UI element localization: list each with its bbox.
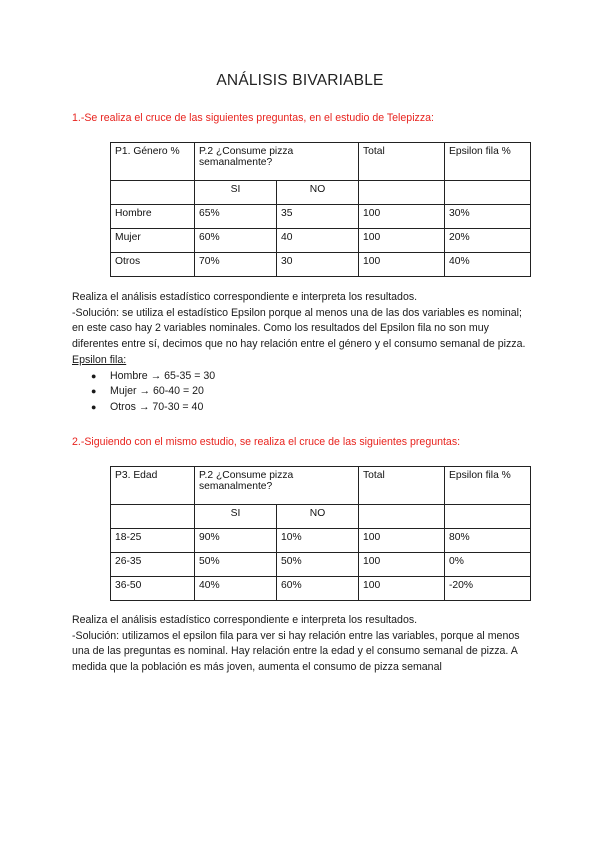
empty-cell — [359, 181, 445, 205]
empty-cell — [359, 505, 445, 529]
table-row — [111, 577, 531, 601]
row-label: Mujer — [111, 229, 195, 253]
cell-si: 90% — [195, 529, 277, 553]
cell-no: 40 — [277, 229, 359, 253]
cell-si: 70% — [195, 253, 277, 277]
cell-no: 10% — [277, 529, 359, 553]
empty-cell — [445, 505, 531, 529]
header-no: NO — [277, 505, 359, 529]
cell-no: 35 — [277, 205, 359, 229]
question-1-heading: 1.-Se realiza el cruce de las siguientes preguntas, en el estudio de Telepizza: — [72, 112, 434, 124]
header-variable: P3. Edad — [111, 467, 195, 505]
table-row — [111, 253, 531, 277]
answer-2 — [72, 613, 532, 676]
header-epsilon: Epsilon fila % — [445, 467, 531, 505]
table-row — [111, 205, 531, 229]
header-si: SI — [195, 505, 277, 529]
header-variable: P1. Género % — [111, 143, 195, 181]
cell-epsilon: 30% — [445, 205, 531, 229]
header-question: P.2 ¿Consume pizza semanalmente? — [195, 467, 359, 505]
header-si: SI — [195, 181, 277, 205]
row-label: Otros — [111, 253, 195, 277]
cell-total: 100 — [359, 205, 445, 229]
epsilon-list — [72, 369, 532, 416]
prompt-text: Realiza el análisis estadístico correspondiente e interpreta los resultados. — [72, 614, 418, 626]
answer-1 — [72, 290, 532, 416]
prompt-text: Realiza el análisis estadístico correspondiente e interpreta los resultados. — [72, 291, 418, 303]
row-label: 26-35 — [111, 553, 195, 577]
cell-total: 100 — [359, 253, 445, 277]
cell-epsilon: 80% — [445, 529, 531, 553]
header-total: Total — [359, 143, 445, 181]
cell-total: 100 — [359, 229, 445, 253]
table-genero — [110, 142, 531, 277]
table-row — [111, 553, 531, 577]
cell-total: 100 — [359, 553, 445, 577]
cell-si: 40% — [195, 577, 277, 601]
cell-total: 100 — [359, 529, 445, 553]
bullet-icon: ● — [91, 370, 97, 381]
epsilon-label: Epsilon fila: — [72, 353, 127, 366]
table-row — [111, 229, 531, 253]
row-label: 36-50 — [111, 577, 195, 601]
list-item: ● Hombre → 65-35 = 30 — [72, 369, 532, 385]
row-label: Hombre — [111, 205, 195, 229]
header-no: NO — [277, 181, 359, 205]
empty-cell — [111, 505, 195, 529]
solution-text: -Solución: se utiliza el estadístico Epsilon porque al menos una de las dos variables es nominal; en este caso hay 2 variables nominales. Como los resultados del Epsilon fila no son muy diferentes entre sí, decimos que no hay relación entre el género y el consumo semanal de pizza. — [72, 306, 526, 351]
table-edad — [110, 466, 531, 601]
bullet-icon: ● — [91, 386, 97, 397]
solution-text: -Solución: utilizamos el epsilon fila para ver si hay relación entre las variables, porque al menos una de las preguntas es nominal. Hay relación entre la edad y el consumo semanal de pizza. A medida que la población es más joven, aumenta el consumo de pizza semanal — [72, 629, 520, 674]
cell-no: 60% — [277, 577, 359, 601]
cell-si: 50% — [195, 553, 277, 577]
row-label: 18-25 — [111, 529, 195, 553]
cell-si: 60% — [195, 229, 277, 253]
header-total: Total — [359, 467, 445, 505]
empty-cell — [111, 181, 195, 205]
cell-epsilon: 40% — [445, 253, 531, 277]
empty-cell — [445, 181, 531, 205]
table-row — [111, 529, 531, 553]
cell-epsilon: -20% — [445, 577, 531, 601]
cell-total: 100 — [359, 577, 445, 601]
bullet-icon: ● — [91, 401, 97, 412]
cell-epsilon: 0% — [445, 553, 531, 577]
list-item: ● Otros → 70-30 = 40 — [72, 400, 532, 416]
header-question: P.2 ¿Consume pizza semanalmente? — [195, 143, 359, 181]
page-title: ANÁLISIS BIVARIABLE — [216, 72, 384, 89]
list-item: ● Mujer → 60-40 = 20 — [72, 384, 532, 400]
cell-si: 65% — [195, 205, 277, 229]
cell-no: 30 — [277, 253, 359, 277]
cell-epsilon: 20% — [445, 229, 531, 253]
header-epsilon: Epsilon fila % — [445, 143, 531, 181]
cell-no: 50% — [277, 553, 359, 577]
question-2-heading: 2.-Siguiendo con el mismo estudio, se realiza el cruce de las siguientes preguntas: — [72, 436, 461, 448]
